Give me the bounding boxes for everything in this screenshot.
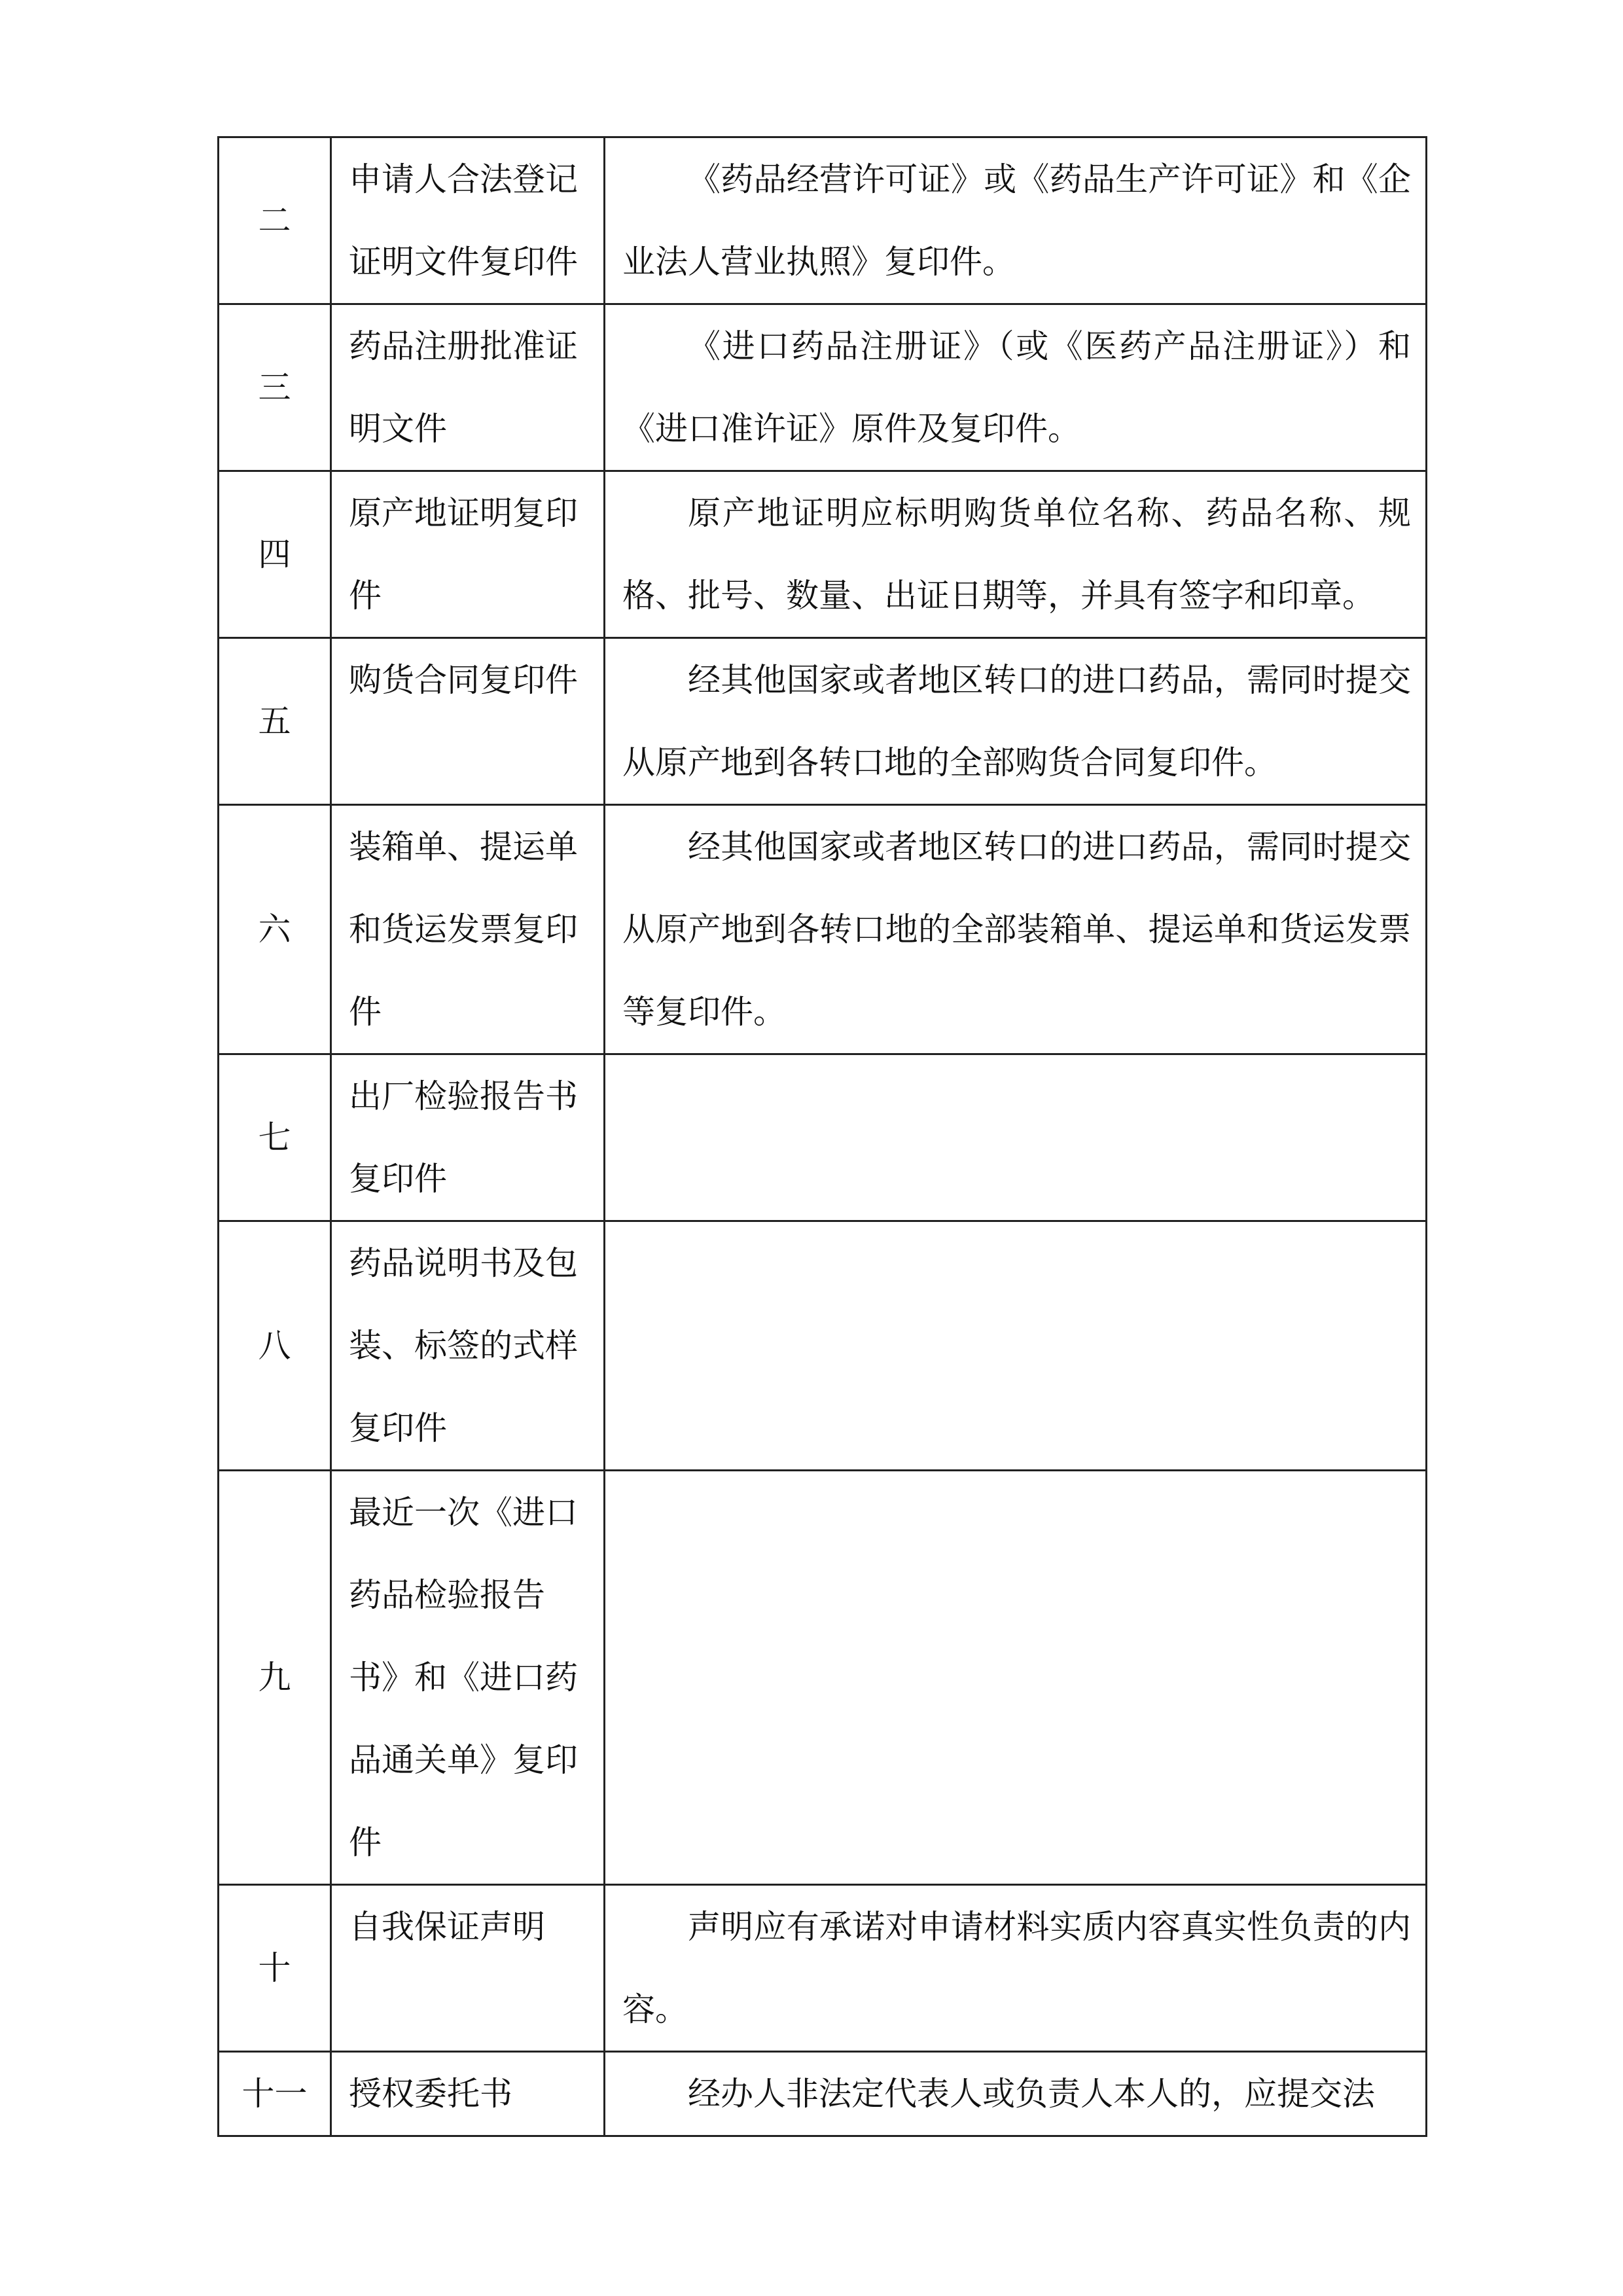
table-row bbox=[219, 1471, 1427, 1885]
item-description: 经办人非法定代表人或负责人本人的，应提交法 bbox=[605, 2052, 1427, 2136]
item-number: 九 bbox=[219, 1471, 331, 1885]
item-number: 五 bbox=[219, 638, 331, 805]
table-row bbox=[219, 1885, 1427, 2052]
item-number: 八 bbox=[219, 1221, 331, 1471]
item-name: 购货合同复印件 bbox=[331, 638, 605, 805]
item-name: 出厂检验报告书复印件 bbox=[331, 1054, 605, 1221]
item-name: 药品注册批准证明文件 bbox=[331, 304, 605, 471]
item-description: 经其他国家或者地区转口的进口药品，需同时提交从原产地到各转口地的全部装箱单、提运单和货运发票等复印件。 bbox=[605, 805, 1427, 1054]
item-name: 装箱单、提运单和货运发票复印件 bbox=[331, 805, 605, 1054]
item-number: 十一 bbox=[219, 2052, 331, 2136]
item-description: 原产地证明应标明购货单位名称、药品名称、规格、批号、数量、出证日期等，并具有签字和印章。 bbox=[605, 471, 1427, 638]
item-number: 四 bbox=[219, 471, 331, 638]
item-number: 七 bbox=[219, 1054, 331, 1221]
item-name: 最近一次《进口药品检验报告书》和《进口药品通关单》复印件 bbox=[331, 1471, 605, 1885]
item-number: 二 bbox=[219, 137, 331, 304]
table-row bbox=[219, 805, 1427, 1054]
table-row bbox=[219, 304, 1427, 471]
item-description: 《药品经营许可证》或《药品生产许可证》和《企业法人营业执照》复印件。 bbox=[605, 137, 1427, 304]
materials-table bbox=[217, 136, 1427, 2137]
table-row bbox=[219, 471, 1427, 638]
item-description: 经其他国家或者地区转口的进口药品，需同时提交从原产地到各转口地的全部购货合同复印件。 bbox=[605, 638, 1427, 805]
item-name: 原产地证明复印件 bbox=[331, 471, 605, 638]
item-name: 授权委托书 bbox=[331, 2052, 605, 2136]
table-row bbox=[219, 1221, 1427, 1471]
table-row bbox=[219, 1054, 1427, 1221]
item-description: 《进口药品注册证》（或《医药产品注册证》）和《进口准许证》原件及复印件。 bbox=[605, 304, 1427, 471]
item-name: 药品说明书及包装、标签的式样复印件 bbox=[331, 1221, 605, 1471]
table-row bbox=[219, 638, 1427, 805]
item-description bbox=[605, 1221, 1427, 1471]
table-row bbox=[219, 2052, 1427, 2136]
item-description: 声明应有承诺对申请材料实质内容真实性负责的内容。 bbox=[605, 1885, 1427, 2052]
item-number: 十 bbox=[219, 1885, 331, 2052]
item-description bbox=[605, 1471, 1427, 1885]
item-number: 三 bbox=[219, 304, 331, 471]
item-description bbox=[605, 1054, 1427, 1221]
table-row bbox=[219, 137, 1427, 304]
item-name: 申请人合法登记证明文件复印件 bbox=[331, 137, 605, 304]
item-name: 自我保证声明 bbox=[331, 1885, 605, 2052]
item-number: 六 bbox=[219, 805, 331, 1054]
